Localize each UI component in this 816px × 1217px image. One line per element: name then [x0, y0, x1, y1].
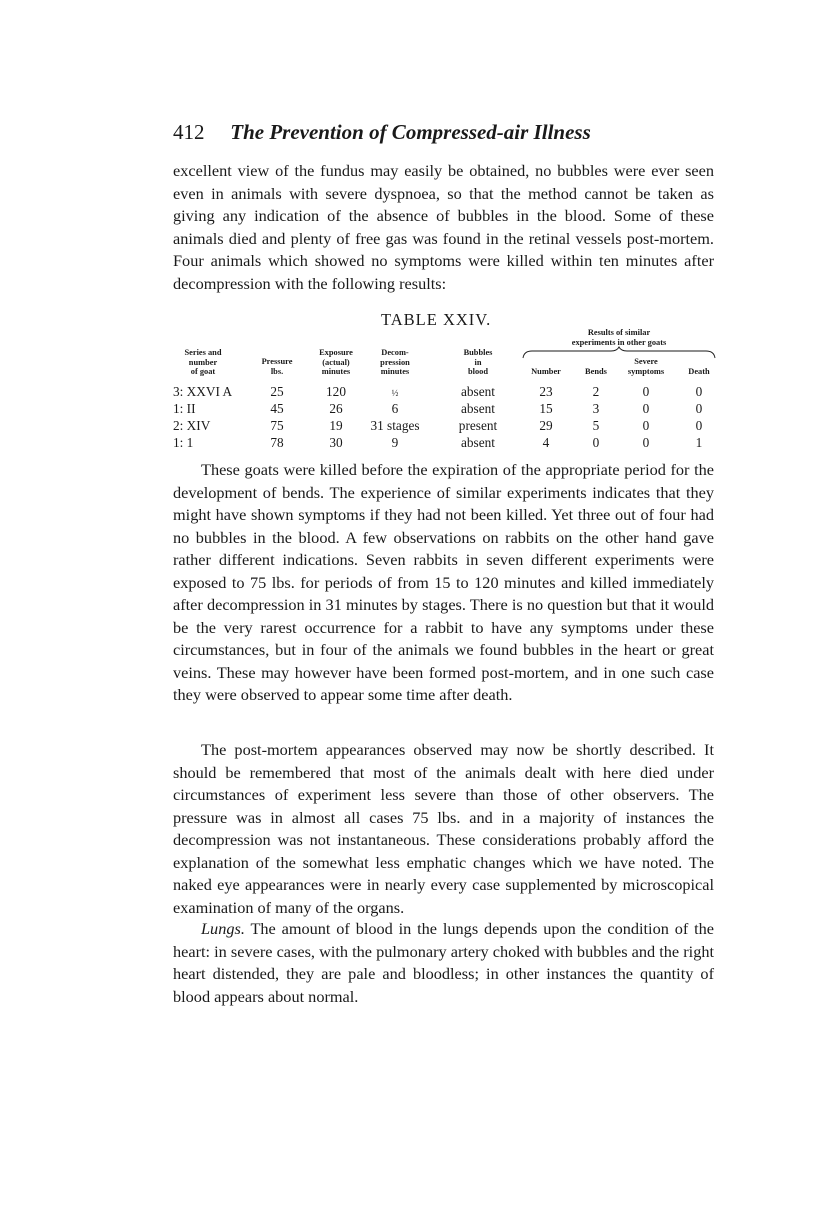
- cell-bubbles: present: [458, 418, 498, 433]
- cell-death: 0: [695, 401, 703, 416]
- table-row: [0, 418, 816, 435]
- table-group-heading-line1: Results of similar: [587, 328, 651, 337]
- paragraph-post-mortem-text: The post-mortem appearances observed may now be shortly described. It should be remembered that most of the animals dealt with here died under circumstances of experiment less severe than those of other observers. The pressure was in almost all cases 75 lbs. and in a majority of instances the decompression was not instantaneous. These considerations probably afford the explanation of the somewhat less emphatic changes which we have noted. The naked eye appearances were in nearly every case supplemented by microscopical examination of many of the organs.: [173, 740, 714, 917]
- header-exposure: [309, 348, 363, 377]
- cell-pressure: 78: [270, 435, 284, 450]
- header-decompression-line3: minutes: [380, 367, 410, 376]
- paragraph-post-mortem: [173, 739, 714, 919]
- cell-exposure: 120: [326, 384, 346, 399]
- table-row: [0, 435, 816, 452]
- header-bubbles-line2: in: [474, 357, 482, 367]
- header-series-line1: Series and: [184, 348, 222, 357]
- header-pressure: [252, 357, 302, 376]
- cell-exposure: 19: [329, 418, 343, 433]
- header-decompression-line2: pression: [380, 357, 410, 367]
- header-pressure-line1: Pressure: [261, 357, 293, 366]
- cell-exposure: 30: [329, 435, 343, 450]
- paragraph-goats: [173, 459, 714, 707]
- cell-series: 1: 1: [173, 435, 194, 450]
- page-number: 412: [173, 120, 205, 144]
- cell-pressure: 75: [270, 418, 284, 433]
- header-bends-line1: Bends: [585, 367, 607, 376]
- header-exposure-line2: (actual): [322, 357, 350, 367]
- cell-death: 1: [695, 435, 703, 450]
- header-death-line1: Death: [688, 367, 710, 376]
- cell-severe: 0: [642, 435, 650, 450]
- cell-decompression: 6: [391, 401, 399, 416]
- cell-severe: 0: [642, 401, 650, 416]
- header-bends: [577, 367, 615, 377]
- header-series: [172, 348, 234, 377]
- header-number: [522, 367, 570, 377]
- cell-series: 2: XIV: [173, 418, 211, 433]
- cell-death: 0: [695, 418, 703, 433]
- header-severe-symptoms: [617, 357, 675, 376]
- cell-number: 4: [542, 435, 550, 450]
- table-row: [0, 384, 816, 401]
- header-exposure-line3: minutes: [321, 367, 351, 376]
- cell-bends: 3: [592, 401, 600, 416]
- cell-bubbles: absent: [461, 435, 495, 450]
- cell-bubbles: absent: [461, 401, 495, 416]
- table-group-heading-line2: experiments in other goats: [571, 338, 667, 347]
- cell-pressure: 45: [270, 401, 284, 416]
- header-bubbles-line1: Bubbles: [463, 348, 493, 357]
- cell-number: 23: [539, 384, 553, 399]
- cell-exposure: 26: [329, 401, 343, 416]
- paragraph-intro-text: excellent view of the fundus may easily be obtained, no bubbles were ever seen even in animals with severe dyspnoea, so that the method cannot be taken as giving any indication of the absence of bubbles in the blood. Some of these animals died and plenty of free gas was found in the retinal vessels post-mortem. Four animals which showed no symptoms were killed within ten minutes after decompression with the following results:: [173, 161, 714, 293]
- cell-series: 3: XXVI A: [173, 384, 233, 399]
- cell-pressure: 25: [270, 384, 284, 399]
- header-exposure-line1: Exposure: [319, 348, 353, 357]
- running-header: [173, 120, 718, 145]
- running-title: The Prevention of Compressed-air Illness: [230, 120, 591, 144]
- cell-bends: 2: [592, 384, 600, 399]
- cell-decompression: 9: [391, 435, 399, 450]
- paragraph-lungs-text: [173, 918, 714, 1008]
- paragraph-lungs: [173, 918, 714, 1008]
- header-decompression-line1: Decom-: [381, 348, 409, 357]
- fraction-half: ½: [391, 387, 399, 398]
- cell-decompression: [369, 384, 421, 400]
- cell-death: 0: [695, 384, 703, 399]
- header-severe-line1: Severe: [634, 357, 658, 366]
- cell-number: 29: [539, 418, 553, 433]
- header-bubbles: [452, 348, 504, 377]
- header-pressure-line2: lbs.: [270, 366, 284, 376]
- paragraph-intro: [173, 160, 714, 295]
- cell-severe: 0: [642, 384, 650, 399]
- cell-decompression: 31 stages: [370, 418, 420, 433]
- lungs-body: The amount of blood in the lungs depends upon the condition of the heart: in severe cases, with the pulmonary artery choked with bubbles and the right heart distended, they are pale and bloodless; in other instances the quantity of blood appears about normal.: [173, 919, 714, 1006]
- cell-series: 1: II: [173, 401, 196, 416]
- header-decompression: [369, 348, 421, 377]
- cell-bubbles: absent: [461, 384, 495, 399]
- cell-bends: 0: [592, 435, 600, 450]
- cell-bends: 5: [592, 418, 600, 433]
- paragraph-goats-text: These goats were killed before the expiration of the appropriate period for the development of bends. The experience of similar experiments indicates that they might have shown symptoms if they had not been killed. Yet three out of four had no bubbles in the blood. A few observations on rabbits on the other hand gave rather different indications. Seven rabbits in seven different experiments were exposed to 75 lbs. for periods of from 15 to 120 minutes and killed immediately after decompression in 31 minutes by stages. There is no question but that it would be the very rarest occurrence for a rabbit to have any symptoms under these circumstances, but in four of the animals we found bubbles in the heart or great veins. These may however have been formed post-mortem, and in one such case they were observed to appear some time after death.: [173, 460, 714, 704]
- table-title: TABLE XXIV.: [381, 310, 492, 329]
- cell-severe: 0: [642, 418, 650, 433]
- header-series-line3: of goat: [190, 367, 216, 376]
- cell-number: 15: [539, 401, 553, 416]
- header-bubbles-line3: blood: [467, 367, 489, 376]
- table-row: [0, 401, 816, 418]
- table-group-heading: [522, 328, 716, 348]
- header-series-line2: number: [188, 357, 218, 367]
- header-death: [680, 367, 718, 377]
- header-severe-line2: symptoms: [627, 366, 665, 376]
- header-number-line1: Number: [531, 367, 561, 376]
- lungs-heading: Lungs.: [201, 919, 245, 938]
